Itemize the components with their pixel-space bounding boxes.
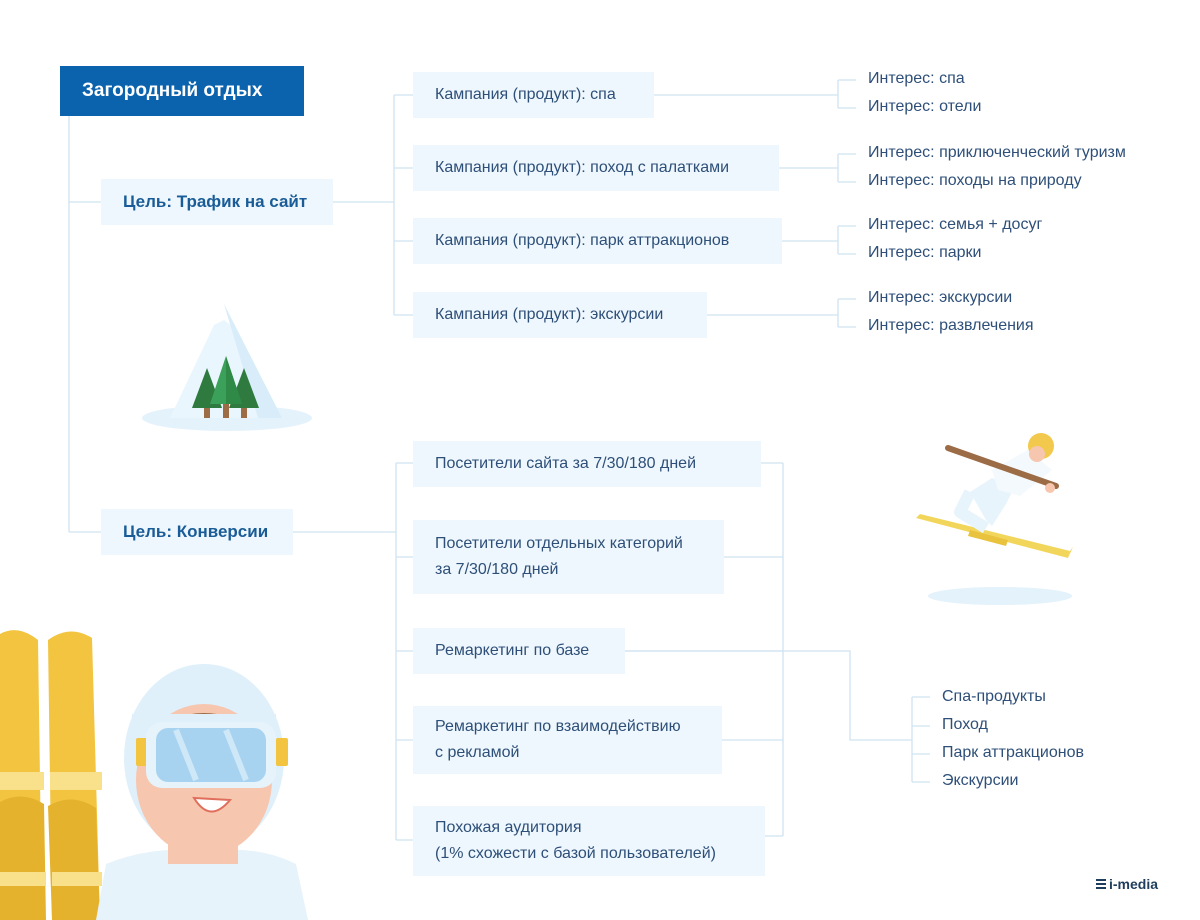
interest-excursions: Интерес: экскурсии [868, 289, 1013, 306]
audience-line: Посетители отдельных категорий [435, 535, 683, 552]
audience-lookalike [413, 806, 765, 876]
audience-line: Ремаркетинг по базе [435, 642, 590, 659]
audience-base-remarketing [413, 628, 625, 674]
brand-logo [1096, 876, 1158, 892]
interest-parks: Интерес: парки [868, 244, 982, 261]
goal-conversions: Цель: Конверсии [101, 509, 293, 555]
product-excursions: Экскурсии [942, 772, 1019, 789]
audience-interaction-remarketing [413, 706, 722, 774]
audience-line: (1% схожести с базой пользователей) [435, 845, 716, 862]
audience-line: Ремаркетинг по взаимодействию [435, 718, 681, 735]
audience-category-visitors [413, 520, 724, 594]
campaign-spa: Кампания (продукт): спа [413, 72, 654, 118]
root-node: Загородный отдых [60, 66, 304, 116]
campaign-amusement-park: Кампания (продукт): парк аттракционов [413, 218, 782, 264]
interest-spa: Интерес: спа [868, 70, 965, 87]
brand-bars-icon [1096, 879, 1106, 889]
interest-entertainment: Интерес: развлечения [868, 317, 1034, 334]
product-amusement-park: Парк аттракционов [942, 744, 1084, 761]
skier-icon [910, 430, 1080, 610]
product-hike: Поход [942, 716, 988, 733]
interest-family-leisure: Интерес: семья + досуг [868, 216, 1043, 233]
interest-hotels: Интерес: отели [868, 98, 982, 115]
product-spa: Спа-продукты [942, 688, 1046, 705]
goal-traffic: Цель: Трафик на сайт [101, 179, 333, 225]
audience-line: за 7/30/180 дней [435, 561, 559, 578]
audience-line: с рекламой [435, 744, 520, 761]
interest-nature-hikes: Интерес: походы на природу [868, 172, 1082, 189]
audience-site-visitors [413, 441, 761, 487]
audience-line: Посетители сайта за 7/30/180 дней [435, 455, 697, 472]
goggles-kid-icon [96, 608, 316, 920]
brand-name: i-media [1109, 876, 1159, 892]
interest-adventure: Интерес: приключенческий туризм [868, 144, 1126, 161]
audience-line: Похожая аудитория [435, 819, 582, 836]
mountain-trees-icon [140, 300, 315, 435]
campaign-excursions: Кампания (продукт): экскурсии [413, 292, 707, 338]
campaign-tent-hike: Кампания (продукт): поход с палатками [413, 145, 779, 191]
